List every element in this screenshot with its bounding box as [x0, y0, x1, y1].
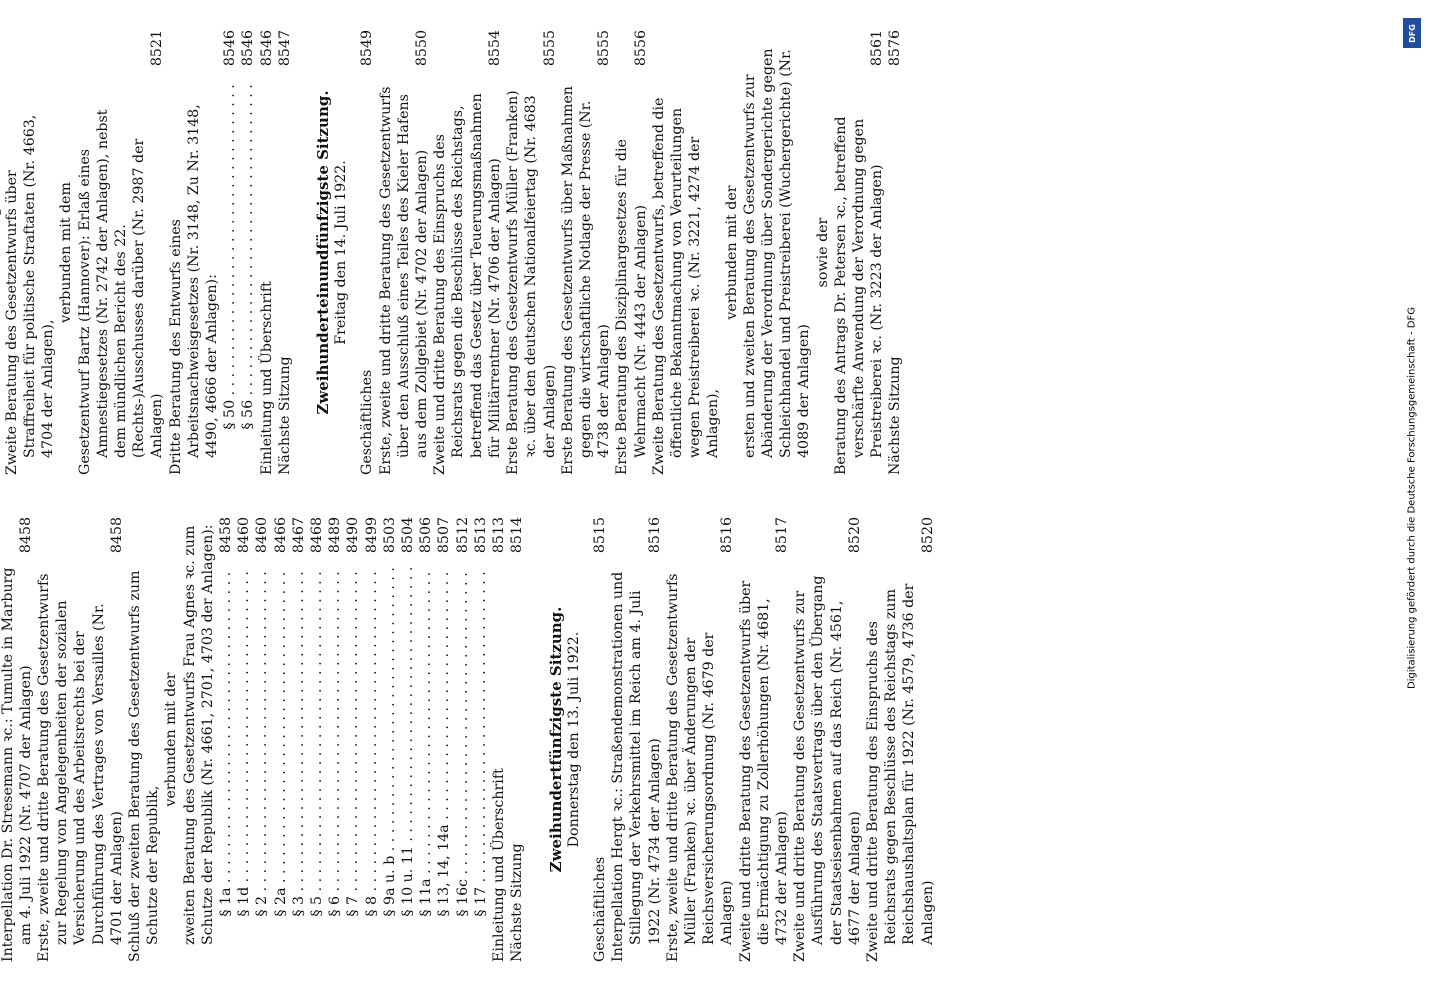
toc-entry — [276, 30, 294, 475]
entry-page: 8547 — [276, 30, 293, 67]
paragraph-list — [221, 30, 257, 475]
entry-text: Erste, zweite und dritte Beratung des Gesetzentwurfs über den Ausschluß eines Teiles des Kieler Hafens aus dem Zollgebiet (Nr. 4702 der Anlagen) — [377, 86, 431, 475]
entry-text: Zweite und dritte Beratung des Einspruchs des Reichsrats gegen Beschlüsse des Reichstags zum Reichshaushaltsplan für 1922 (Nr. 4579, 4736 der Anlagen) — [864, 583, 936, 962]
entry-text: Dritte Beratung des Entwurfs eines Arbeitsnachweisgesetzes (Nr. 3148, Zu Nr. 3148, 4490, 4666 der Anlagen): — [167, 104, 221, 475]
paragraph-page: 8460 — [254, 517, 271, 554]
entry-text: Nächste Sitzung — [276, 356, 293, 475]
connector-text: verbunden mit der — [723, 185, 740, 320]
paragraph-label: § 13, 14, 14a . . . — [435, 567, 453, 917]
connector-text: sowie der — [814, 217, 831, 288]
paragraph-page: 8506 — [418, 517, 435, 554]
entry-text: Einleitung und Überschrift — [258, 281, 275, 475]
paragraph-entry — [239, 30, 257, 475]
paragraph-label: § 2a . . . — [272, 567, 290, 917]
entry-text: Interpellation Dr. Stresemann ꝛc.: Tumulte in Marburg am 4. Juli 1922 (Nr. 4707 der Anlagen) — [0, 567, 34, 962]
paragraph-label: § 11a . . . — [417, 567, 435, 917]
paragraph-label: § 5 . . . — [308, 567, 326, 917]
session-date: Freitag den 14. Juli 1922. — [333, 160, 350, 345]
paragraph-entry — [326, 517, 344, 962]
toc-entry — [126, 517, 162, 962]
entry-text: Erste Beratung des Gesetzentwurfs über Maßnahmen gegen die wirtschaftliche Notlage der Presse (Nr. 4738 der Anlagen) — [559, 86, 613, 475]
toc-entry — [0, 517, 35, 962]
paragraph-label: § 16c . . . — [454, 567, 472, 917]
paragraph-page: 8467 — [290, 517, 307, 554]
entry-page: 8516 — [646, 517, 663, 554]
paragraph-label: § 9a u. b . . . — [381, 567, 399, 917]
toc-entry — [609, 517, 664, 962]
paragraph-label: § 1a . . . — [217, 567, 235, 917]
rotated-document — [0, 2, 1302, 1002]
toc-entry — [358, 30, 376, 475]
entry-page: 8516 — [719, 517, 736, 554]
toc-entry — [864, 517, 937, 962]
paragraph-label: § 7 . . . — [344, 567, 362, 917]
paragraph-entry — [399, 517, 417, 962]
toc-entry — [650, 30, 723, 475]
entry-text: Zweite Beratung des Gesetzentwurfs über Straffreiheit für politische Straftaten (Nr. 4663, 4704 der Anlagen), — [3, 114, 57, 475]
toc-entry — [791, 517, 864, 962]
paragraph-list — [217, 517, 490, 962]
entry-page: 8546 — [258, 30, 275, 67]
paragraph-entry — [417, 517, 435, 962]
toc-entry — [613, 30, 649, 475]
toc-entry — [76, 30, 167, 475]
entry-page: 8517 — [773, 517, 790, 554]
paragraph-label: § 10 u. 11 . . . — [399, 567, 417, 917]
paragraph-label: § 6 . . . — [326, 567, 344, 917]
entry-text: Geschäftliches — [359, 369, 376, 475]
paragraph-entry — [253, 517, 271, 962]
paragraph-page: 8499 — [363, 517, 380, 554]
entry-page — [0, 30, 3, 80]
toc-entry — [3, 30, 58, 475]
paragraph-entry — [454, 517, 472, 962]
entry-page: 8556 — [632, 30, 649, 67]
entry-text: Erste, zweite und dritte Beratung des Gesetzentwurfs Müller (Franken) ꝛc. über Änderungen der Reichsversicherungsordnung (Nr. 4679 der Anlagen) — [664, 573, 736, 962]
entry-text: Erste Beratung des Disziplinargesetzes für die Wehrmacht (Nr. 4443 der Anlagen) — [614, 139, 649, 475]
entry-text: Geschäftliches — [591, 856, 608, 962]
paragraph-entry — [472, 517, 490, 962]
right-column — [0, 30, 905, 475]
paragraph-label: § 17 . . . — [472, 567, 490, 917]
entry-text: Interpellation Hergt ꝛc.: Straßendemonstrationen und Stillegung der Verkehrsmittel im Reich am 4. Juli 1922 (Nr. 4734 der Anlagen) — [610, 571, 663, 962]
paragraph-page: 8458 — [218, 517, 235, 554]
paragraph-page: 8468 — [309, 517, 326, 554]
entry-text: Zweite und dritte Beratung des Gesetzentwurfs zur Ausführung des Staatsvertrags über den Übergang der Staatseisenbahnen auf das Reich (Nr. 4561, 4677 der Anlagen) — [792, 575, 863, 962]
paragraph-entry — [221, 30, 239, 475]
entry-page: 8458 — [108, 517, 125, 554]
entry-text: ersten und zweiten Beratung des Gesetzentwurfs zur Abänderung der Verordnung über Sondergerichte gegen Schleichhandel und Preistreiberei (Wuchergerichte) (Nr. 4089 der Anlagen) — [741, 48, 813, 458]
credit-text: Digitalisierung gefördert durch die Deutsche Forschungsgemeinschaft - DFG — [1406, 307, 1418, 690]
toc-entry — [490, 517, 508, 962]
paragraph-page: 8546 — [240, 30, 257, 67]
entry-text: Zweite Beratung des Gesetzentwurfs, betreffend die öffentliche Bekanntmachung von Verurteilungen wegen Preistreiberei ꝛc. (Nr. 3221, 4274 der Anlagen), — [650, 97, 722, 475]
entry-page: 8550 — [414, 30, 431, 67]
session-heading: Zweihunderteinundfünfzigste Sitzung. — [314, 90, 333, 415]
paragraph-entry — [363, 517, 381, 962]
paragraph-entry — [344, 517, 362, 962]
entry-page: 8458 — [17, 517, 34, 554]
entry-page: 8513 — [491, 517, 508, 554]
paragraph-label: § 1d . . . — [235, 567, 253, 917]
toc-entry — [886, 30, 904, 475]
connector-text: verbunden mit der — [163, 672, 180, 807]
entry-page: 8520 — [919, 517, 936, 554]
paragraph-label: § 2 . . . — [253, 567, 271, 917]
toc-entry — [35, 517, 126, 962]
paragraph-page: 8460 — [236, 517, 253, 554]
paragraph-entry — [217, 517, 235, 962]
toc-entry — [591, 517, 609, 962]
toc-entry — [664, 517, 737, 962]
toc-entry — [508, 517, 526, 962]
entry-page: 8561 — [869, 30, 886, 67]
toc-entry — [504, 30, 559, 475]
entry-text: Gesetzentwurf Bartz (Hannover): Erlaß eines Amnestiegesetzes (Nr. 2742 der Anlagen), nebst dem mündlichen Bericht des 22. (Rechts-)Ausschusses darüber (Nr. 2987 der Anlagen) — [76, 109, 166, 475]
digitization-credit — [1400, 18, 1424, 978]
paragraph-entry — [381, 517, 399, 962]
toc-entry — [737, 517, 792, 962]
entry-text: Zweite und dritte Beratung des Gesetzentwurfs über die Ermächtigung zu Zollerhöhungen (Nr. 4681, 4732 der Anlagen) — [737, 580, 790, 962]
paragraph-entry — [272, 517, 290, 962]
paragraph-label: § 56 . . . — [239, 80, 257, 430]
entry-text: Schluß der zweiten Beratung des Gesetzentwurfs zum Schutze der Republik, — [127, 570, 162, 962]
paragraph-page: 8490 — [345, 517, 362, 554]
toc-entry — [377, 30, 432, 475]
toc-entry — [258, 30, 276, 475]
left-column — [0, 517, 937, 962]
entry-page: 8521 — [149, 30, 166, 67]
paragraph-page: 8507 — [436, 517, 453, 554]
entry-page: 8554 — [486, 30, 503, 67]
paragraph-page: 8513 — [472, 517, 489, 554]
paragraph-page: 8504 — [400, 517, 417, 554]
session-date: Donnerstag den 13. Juli 1922. — [565, 631, 582, 848]
entry-text: Erste Beratung des Gesetzentwurfs Müller (Franken) ꝛc. über den deutschen Nationalfeiertag (Nr. 4683 der Anlagen) — [505, 90, 558, 475]
session-heading: Zweihundertfünfzigste Sitzung. — [546, 606, 565, 873]
entry-page: 8555 — [596, 30, 613, 67]
entry-page: 8515 — [591, 517, 608, 554]
entry-page: 8555 — [541, 30, 558, 67]
entry-text: Zweite und dritte Beratung des Einspruchs des Reichsrats gegen die Beschlüsse des Reichstags, betreffend das Gesetz über Teuerungsmaßnahmen für Militärrentner (Nr. 4706 der Anlagen) — [432, 93, 503, 475]
paragraph-page: 8489 — [327, 517, 344, 554]
entry-text: Beratung des Antrags Dr. Petersen ꝛc., betreffend verschärfte Anwendung der Verordnung gegen Preistreiberei ꝛc. (Nr. 3223 der Anlagen) — [832, 116, 886, 475]
toc-entry — [431, 30, 504, 475]
paragraph-page: 8546 — [222, 30, 239, 67]
entry-text: Erste, zweite und dritte Beratung des Gesetzentwurfs zur Regelung von Angelegenheiten der sozialen Versicherung und des Arbeitsrechts bei der Durchführung des Vertrages von Versailles (Nr. 4701 der Anlagen) — [36, 573, 125, 962]
paragraph-entry — [435, 517, 453, 962]
entry-text: Nächste Sitzung — [887, 356, 904, 475]
toc-entry — [832, 30, 887, 475]
paragraph-page: 8512 — [454, 517, 471, 554]
entry-text: Nächste Sitzung — [509, 843, 526, 962]
entry-page: 8514 — [509, 517, 526, 554]
paragraph-entry — [235, 517, 253, 962]
paragraph-page: 8466 — [272, 517, 289, 554]
paragraph-label: § 3 . . . — [290, 567, 308, 917]
paragraph-entry — [290, 517, 308, 962]
paragraph-page: 8503 — [381, 517, 398, 554]
connector-text: verbunden mit dem — [58, 182, 75, 323]
toc-entry — [559, 30, 614, 475]
entry-text: Einleitung und Überschrift — [491, 768, 508, 962]
paragraph-label: § 8 . . . — [363, 567, 381, 917]
toc-entry — [167, 30, 222, 475]
paragraph-label: § 50 . . . — [221, 80, 239, 430]
entry-page: 8520 — [846, 517, 863, 554]
entry-text: zweiten Beratung des Gesetzentwurfs Frau Agnes ꝛc. zum Schutze der Republik (Nr. 4661, 2701, 4703 der Anlagen): — [181, 524, 216, 945]
paragraph-entry — [308, 517, 326, 962]
entry-page: 8576 — [887, 30, 904, 67]
entry-page: 8549 — [359, 30, 376, 67]
dfg-logo: DFG — [1403, 18, 1421, 48]
